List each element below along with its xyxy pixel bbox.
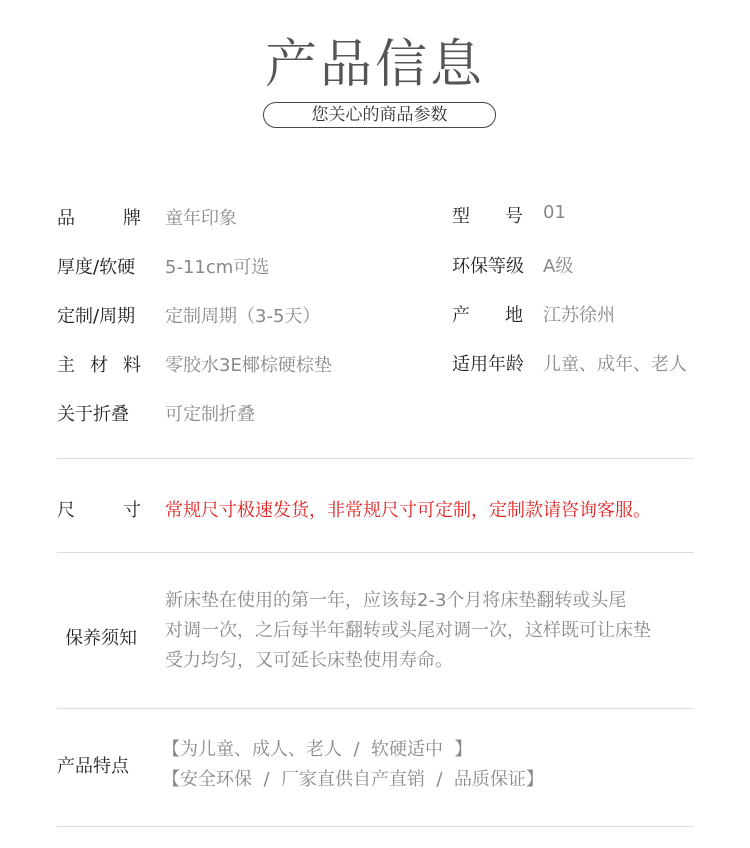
- eco-label: 环保等级: [452, 256, 524, 277]
- custom-label: 定制/周期: [57, 306, 136, 327]
- brand-label: 品牌: [57, 208, 141, 229]
- features-line: 【安全环保 / 厂家直供自产直销 / 品质保证】: [162, 769, 544, 790]
- age-label: 适用年龄: [452, 354, 524, 375]
- brand-value: 童年印象: [165, 208, 237, 229]
- material-label: 主材料: [57, 355, 141, 376]
- divider: [57, 458, 694, 459]
- divider: [57, 708, 694, 709]
- fold-label: 关于折叠: [57, 404, 129, 425]
- features-text: [162, 735, 544, 795]
- care-line: 对调一次，之后每半年翻转或头尾对调一次，这样既可让床垫: [165, 620, 651, 641]
- fold-value: 可定制折叠: [165, 404, 255, 425]
- features-line: 【为儿童、成人、老人 / 软硬适中 】: [162, 739, 473, 760]
- care-line: 受力均匀，又可延长床垫使用寿命。: [165, 650, 453, 671]
- divider: [57, 552, 694, 553]
- origin-value: 江苏徐州: [543, 305, 615, 326]
- features-label: 产品特点: [57, 756, 129, 777]
- size-label: 尺寸: [57, 500, 141, 521]
- age-value: 儿童、成年、老人: [543, 354, 687, 375]
- subtitle-pill: 您关心的商品参数: [263, 102, 496, 128]
- care-line: 新床垫在使用的第一年，应该每2-3个月将床垫翻转或头尾: [165, 590, 627, 611]
- origin-label: 产地: [452, 305, 523, 326]
- care-label: 保养须知: [65, 628, 137, 649]
- eco-value: A级: [543, 256, 574, 277]
- model-value: 01: [543, 202, 566, 223]
- size-value: 常规尺寸极速发货，非常规尺寸可定制，定制款请咨询客服。: [165, 500, 651, 521]
- page-title: 产品信息: [264, 35, 485, 95]
- thickness-value: 5-11cm可选: [165, 257, 270, 278]
- care-text: [165, 586, 651, 676]
- thickness-label: 厚度/软硬: [57, 257, 136, 278]
- divider: [57, 826, 694, 827]
- model-label: 型号: [452, 206, 523, 227]
- material-value: 零胶水3E椰棕硬棕垫: [165, 355, 332, 376]
- custom-value: 定制周期（3-5天）: [165, 306, 321, 327]
